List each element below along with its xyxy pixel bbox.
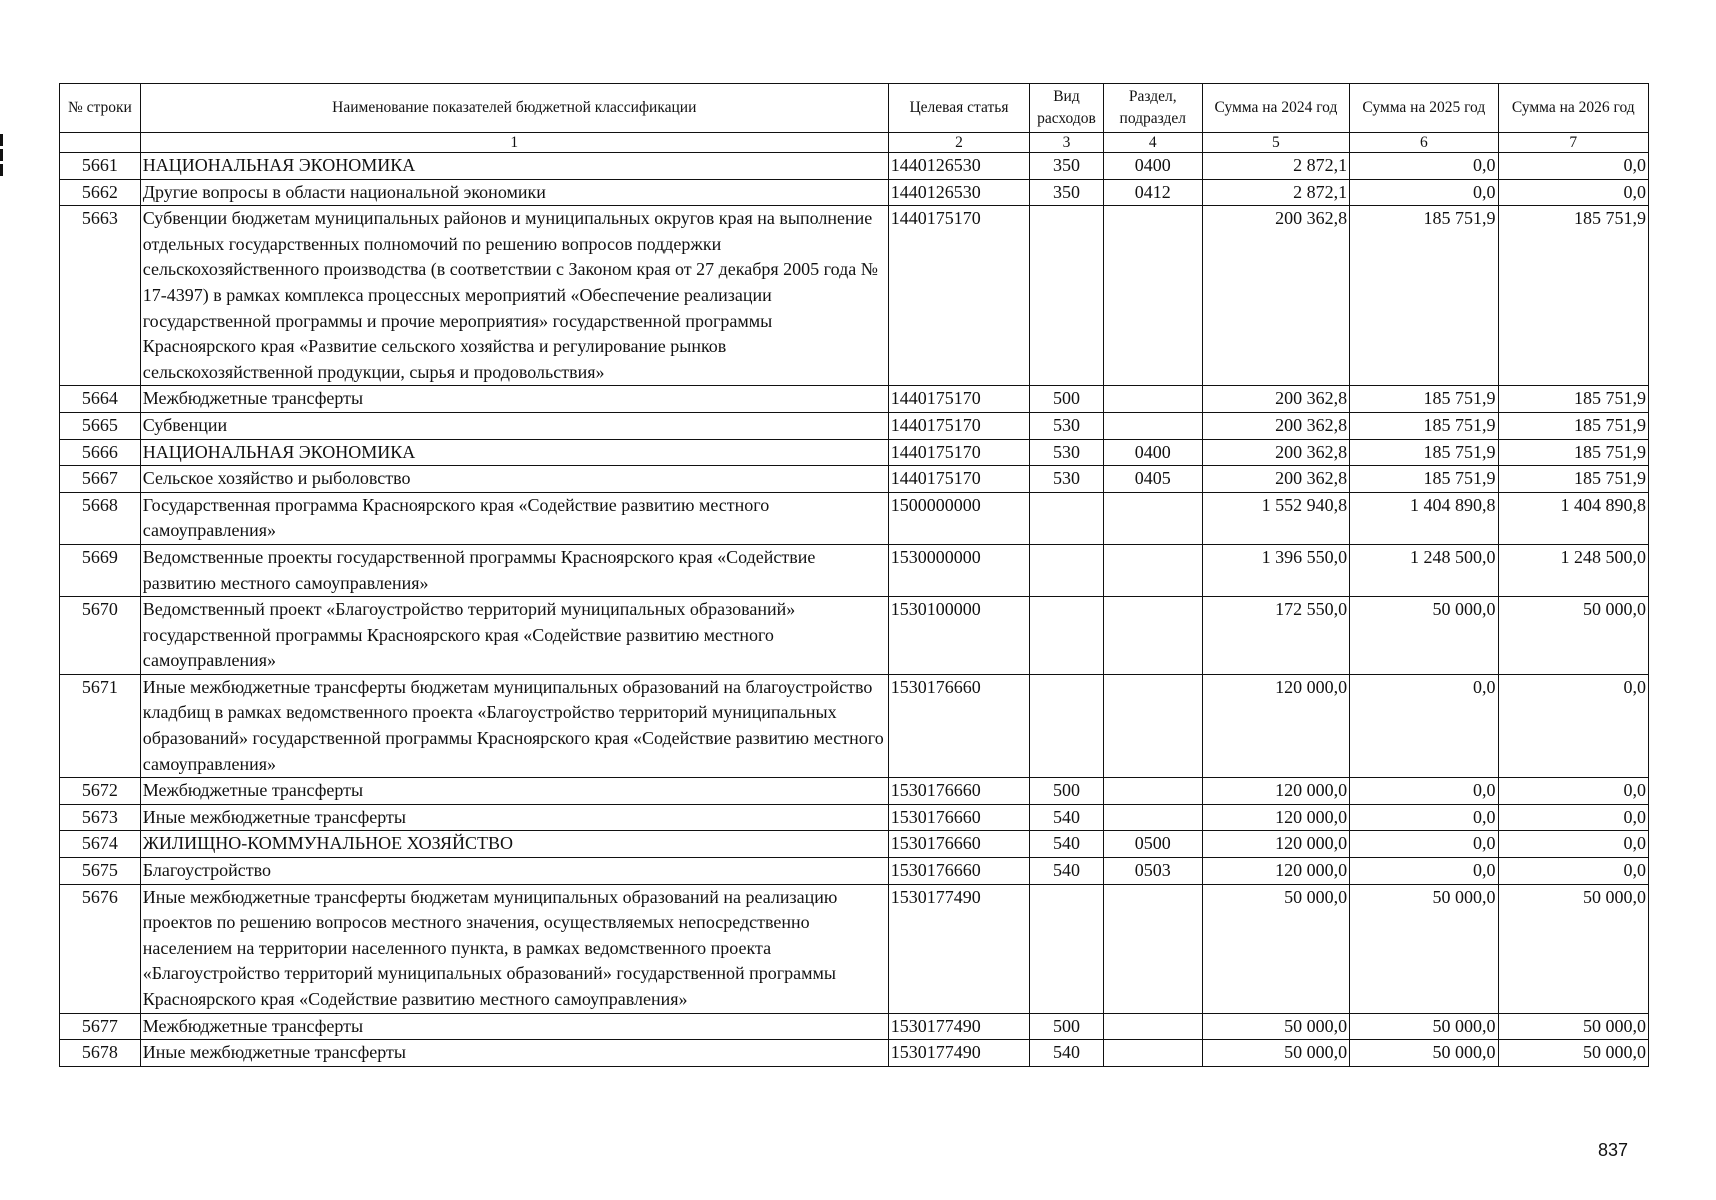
table-row — [60, 1040, 1649, 1067]
sum-2026-cell: 185 751,9 — [1498, 206, 1648, 386]
table-row — [60, 831, 1649, 858]
sum-2025-cell: 0,0 — [1350, 858, 1498, 885]
name-cell: Иные межбюджетные трансферты бюджетам муниципальных образований на реализацию проектов по решению вопросов местного значения, осуществляемых непосредственно населением на территории населенного пункта, в рамках ведомственного проекта «Благоустройство территорий муниципальных образований» государственной программы Красноярского края «Содействие развитию местного самоуправления» — [140, 884, 888, 1013]
column-number: 6 — [1350, 133, 1498, 153]
section-cell — [1103, 674, 1202, 777]
header-sum-2026: Сумма на 2026 год — [1498, 84, 1648, 133]
name-cell: Сельское хозяйство и рыболовство — [140, 466, 888, 493]
name-cell: Межбюджетные трансферты — [140, 778, 888, 805]
row-number-cell: 5666 — [60, 439, 141, 466]
sum-2026-cell: 1 404 890,8 — [1498, 492, 1648, 544]
expense-type-cell — [1030, 544, 1104, 596]
sum-2026-cell: 185 751,9 — [1498, 412, 1648, 439]
section-cell — [1103, 544, 1202, 596]
expense-type-cell: 540 — [1030, 804, 1104, 831]
expense-type-cell: 540 — [1030, 831, 1104, 858]
row-number-cell: 5677 — [60, 1013, 141, 1040]
section-cell — [1103, 1040, 1202, 1067]
name-cell: Иные межбюджетные трансферты бюджетам муниципальных образований на благоустройство кладбищ в рамках ведомственного проекта «Благоустройство территорий муниципальных образований» государственной программы Красноярского края «Содействие развитию местного самоуправления» — [140, 674, 888, 777]
sum-2025-cell: 50 000,0 — [1350, 1040, 1498, 1067]
table-row — [60, 544, 1649, 596]
sum-2025-cell: 185 751,9 — [1350, 386, 1498, 413]
name-cell: Благоустройство — [140, 858, 888, 885]
sum-2026-cell: 1 248 500,0 — [1498, 544, 1648, 596]
table-header — [60, 84, 1649, 153]
expense-type-cell: 530 — [1030, 412, 1104, 439]
sum-2024-cell: 120 000,0 — [1202, 858, 1349, 885]
margin-marks — [0, 134, 4, 176]
table-row — [60, 778, 1649, 805]
sum-2026-cell: 185 751,9 — [1498, 439, 1648, 466]
sum-2025-cell: 1 248 500,0 — [1350, 544, 1498, 596]
target-article-cell: 1530176660 — [888, 858, 1029, 885]
name-cell: Межбюджетные трансферты — [140, 1013, 888, 1040]
section-cell — [1103, 1013, 1202, 1040]
sum-2025-cell: 185 751,9 — [1350, 206, 1498, 386]
name-cell: Субвенции бюджетам муниципальных районов и муниципальных округов края на выполнение отдельных государственных полномочий по решению вопросов поддержки сельскохозяйственного производства (в соответствии с Законом края от 27 декабря 2005 года № 17-4397) в рамках комплекса процессных мероприятий «Обеспечение реализации государственной программы и прочие мероприятия» государственной программы Красноярского края «Развитие сельского хозяйства и регулирование рынков сельскохозяйственной продукции, сырья и продовольствия» — [140, 206, 888, 386]
section-cell — [1103, 884, 1202, 1013]
table-row — [60, 153, 1649, 180]
table-row — [60, 858, 1649, 885]
sum-2024-cell: 200 362,8 — [1202, 412, 1349, 439]
sum-2025-cell: 0,0 — [1350, 179, 1498, 206]
budget-table — [59, 83, 1649, 1067]
sum-2026-cell: 0,0 — [1498, 179, 1648, 206]
sum-2026-cell: 0,0 — [1498, 858, 1648, 885]
expense-type-cell: 500 — [1030, 386, 1104, 413]
sum-2026-cell: 0,0 — [1498, 831, 1648, 858]
sum-2025-cell: 0,0 — [1350, 674, 1498, 777]
table-row — [60, 804, 1649, 831]
row-number-cell: 5670 — [60, 597, 141, 675]
column-numbers-row — [60, 133, 1649, 153]
sum-2025-cell: 50 000,0 — [1350, 1013, 1498, 1040]
name-cell: НАЦИОНАЛЬНАЯ ЭКОНОМИКА — [140, 153, 888, 180]
row-number-cell: 5676 — [60, 884, 141, 1013]
sum-2026-cell: 0,0 — [1498, 778, 1648, 805]
sum-2024-cell: 50 000,0 — [1202, 1040, 1349, 1067]
expense-type-cell: 350 — [1030, 179, 1104, 206]
row-number-cell: 5674 — [60, 831, 141, 858]
target-article-cell: 1530176660 — [888, 778, 1029, 805]
row-number-cell: 5669 — [60, 544, 141, 596]
sum-2025-cell: 0,0 — [1350, 778, 1498, 805]
target-article-cell: 1500000000 — [888, 492, 1029, 544]
row-number-cell: 5661 — [60, 153, 141, 180]
expense-type-cell — [1030, 206, 1104, 386]
row-number-cell: 5672 — [60, 778, 141, 805]
target-article-cell: 1440175170 — [888, 412, 1029, 439]
name-cell: ЖИЛИЩНО-КОММУНАЛЬНОЕ ХОЗЯЙСТВО — [140, 831, 888, 858]
sum-2025-cell: 1 404 890,8 — [1350, 492, 1498, 544]
sum-2024-cell: 50 000,0 — [1202, 1013, 1349, 1040]
table-row — [60, 386, 1649, 413]
table-row — [60, 492, 1649, 544]
sum-2025-cell: 185 751,9 — [1350, 466, 1498, 493]
expense-type-cell: 500 — [1030, 1013, 1104, 1040]
header-name: Наименование показателей бюджетной классификации — [140, 84, 888, 133]
section-cell: 0400 — [1103, 153, 1202, 180]
sum-2025-cell: 50 000,0 — [1350, 884, 1498, 1013]
target-article-cell: 1530000000 — [888, 544, 1029, 596]
table-row — [60, 1013, 1649, 1040]
row-number-cell: 5668 — [60, 492, 141, 544]
expense-type-cell: 500 — [1030, 778, 1104, 805]
column-number: 7 — [1498, 133, 1648, 153]
sum-2024-cell: 200 362,8 — [1202, 386, 1349, 413]
sum-2024-cell: 172 550,0 — [1202, 597, 1349, 675]
section-cell: 0405 — [1103, 466, 1202, 493]
row-number-cell: 5662 — [60, 179, 141, 206]
sum-2024-cell: 200 362,8 — [1202, 206, 1349, 386]
section-cell — [1103, 206, 1202, 386]
expense-type-cell: 350 — [1030, 153, 1104, 180]
name-cell: Другие вопросы в области национальной экономики — [140, 179, 888, 206]
name-cell: НАЦИОНАЛЬНАЯ ЭКОНОМИКА — [140, 439, 888, 466]
table-row — [60, 466, 1649, 493]
sum-2024-cell: 50 000,0 — [1202, 884, 1349, 1013]
header-section: Раздел, подраздел — [1103, 84, 1202, 133]
sum-2024-cell: 1 552 940,8 — [1202, 492, 1349, 544]
sum-2026-cell: 50 000,0 — [1498, 597, 1648, 675]
section-cell — [1103, 386, 1202, 413]
section-cell — [1103, 492, 1202, 544]
name-cell: Ведомственный проект «Благоустройство территорий муниципальных образований» государственной программы Красноярского края «Содействие развитию местного самоуправления» — [140, 597, 888, 675]
target-article-cell: 1440175170 — [888, 206, 1029, 386]
section-cell: 0412 — [1103, 179, 1202, 206]
target-article-cell: 1530177490 — [888, 884, 1029, 1013]
sum-2026-cell: 0,0 — [1498, 804, 1648, 831]
header-expense-type: Вид расходов — [1030, 84, 1104, 133]
table-body — [60, 153, 1649, 1067]
expense-type-cell — [1030, 492, 1104, 544]
row-number-cell: 5665 — [60, 412, 141, 439]
column-number: 3 — [1030, 133, 1104, 153]
sum-2024-cell: 200 362,8 — [1202, 439, 1349, 466]
expense-type-cell — [1030, 884, 1104, 1013]
sum-2025-cell: 185 751,9 — [1350, 412, 1498, 439]
target-article-cell: 1440175170 — [888, 386, 1029, 413]
table-row — [60, 412, 1649, 439]
column-number: 5 — [1202, 133, 1349, 153]
sum-2026-cell: 50 000,0 — [1498, 1013, 1648, 1040]
row-number-cell: 5667 — [60, 466, 141, 493]
table-row — [60, 179, 1649, 206]
name-cell: Межбюджетные трансферты — [140, 386, 888, 413]
sum-2024-cell: 120 000,0 — [1202, 831, 1349, 858]
section-cell: 0500 — [1103, 831, 1202, 858]
name-cell: Иные межбюджетные трансферты — [140, 1040, 888, 1067]
sum-2026-cell: 185 751,9 — [1498, 386, 1648, 413]
table-row — [60, 206, 1649, 386]
row-number-cell: 5675 — [60, 858, 141, 885]
row-number-cell: 5673 — [60, 804, 141, 831]
sum-2025-cell: 0,0 — [1350, 831, 1498, 858]
sum-2024-cell: 120 000,0 — [1202, 778, 1349, 805]
row-number-cell: 5663 — [60, 206, 141, 386]
name-cell: Иные межбюджетные трансферты — [140, 804, 888, 831]
sum-2025-cell: 0,0 — [1350, 804, 1498, 831]
target-article-cell: 1530176660 — [888, 804, 1029, 831]
column-number: 4 — [1103, 133, 1202, 153]
table-row — [60, 439, 1649, 466]
target-article-cell: 1530176660 — [888, 831, 1029, 858]
target-article-cell: 1440175170 — [888, 466, 1029, 493]
row-number-cell: 5671 — [60, 674, 141, 777]
expense-type-cell: 540 — [1030, 1040, 1104, 1067]
header-sum-2025: Сумма на 2025 год — [1350, 84, 1498, 133]
section-cell — [1103, 804, 1202, 831]
target-article-cell: 1530177490 — [888, 1040, 1029, 1067]
sum-2024-cell: 2 872,1 — [1202, 179, 1349, 206]
sum-2024-cell: 1 396 550,0 — [1202, 544, 1349, 596]
section-cell — [1103, 778, 1202, 805]
section-cell — [1103, 412, 1202, 439]
sum-2024-cell: 200 362,8 — [1202, 466, 1349, 493]
expense-type-cell: 530 — [1030, 466, 1104, 493]
target-article-cell: 1440175170 — [888, 439, 1029, 466]
target-article-cell: 1440126530 — [888, 153, 1029, 180]
sum-2024-cell: 120 000,0 — [1202, 804, 1349, 831]
name-cell: Ведомственные проекты государственной программы Красноярского края «Содействие развитию местного самоуправления» — [140, 544, 888, 596]
name-cell: Государственная программа Красноярского края «Содействие развитию местного самоуправления» — [140, 492, 888, 544]
sum-2024-cell: 2 872,1 — [1202, 153, 1349, 180]
expense-type-cell: 540 — [1030, 858, 1104, 885]
section-cell: 0400 — [1103, 439, 1202, 466]
target-article-cell: 1530176660 — [888, 674, 1029, 777]
expense-type-cell — [1030, 674, 1104, 777]
header-sum-2024: Сумма на 2024 год — [1202, 84, 1349, 133]
sum-2026-cell: 0,0 — [1498, 674, 1648, 777]
sum-2025-cell: 50 000,0 — [1350, 597, 1498, 675]
sum-2025-cell: 185 751,9 — [1350, 439, 1498, 466]
table-row — [60, 884, 1649, 1013]
header-row-number: № строки — [60, 84, 141, 133]
target-article-cell: 1440126530 — [888, 179, 1029, 206]
header-target-article: Целевая статья — [888, 84, 1029, 133]
sum-2026-cell: 50 000,0 — [1498, 884, 1648, 1013]
row-number-cell: 5678 — [60, 1040, 141, 1067]
sum-2026-cell: 185 751,9 — [1498, 466, 1648, 493]
column-number: 2 — [888, 133, 1029, 153]
sum-2026-cell: 50 000,0 — [1498, 1040, 1648, 1067]
sum-2024-cell: 120 000,0 — [1202, 674, 1349, 777]
expense-type-cell: 530 — [1030, 439, 1104, 466]
column-number-blank — [60, 133, 141, 153]
row-number-cell: 5664 — [60, 386, 141, 413]
table-row — [60, 597, 1649, 675]
section-cell: 0503 — [1103, 858, 1202, 885]
column-number: 1 — [140, 133, 888, 153]
name-cell: Субвенции — [140, 412, 888, 439]
table-row — [60, 674, 1649, 777]
page-number: 837 — [1598, 1140, 1629, 1160]
section-cell — [1103, 597, 1202, 675]
expense-type-cell — [1030, 597, 1104, 675]
sum-2025-cell: 0,0 — [1350, 153, 1498, 180]
target-article-cell: 1530100000 — [888, 597, 1029, 675]
sum-2026-cell: 0,0 — [1498, 153, 1648, 180]
target-article-cell: 1530177490 — [888, 1013, 1029, 1040]
